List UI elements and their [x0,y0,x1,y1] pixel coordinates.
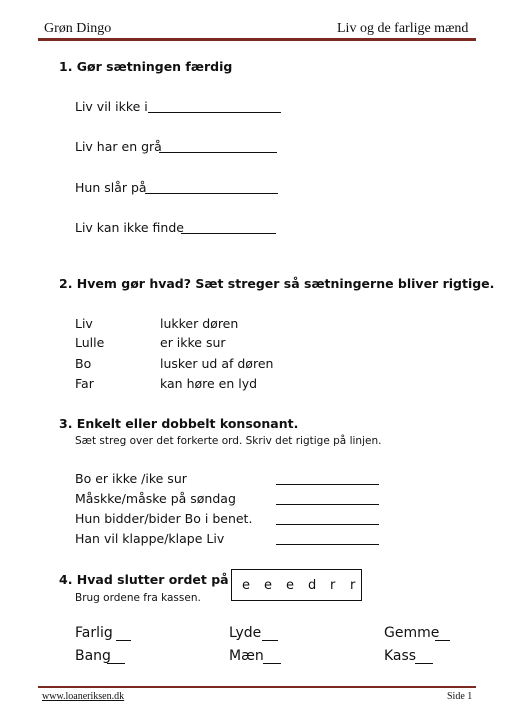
q1-item-3: Hun slår på [75,180,147,195]
q4-word-6-blank[interactable] [415,663,433,664]
q3-item-2: Måskke/måske på søndag [75,491,236,506]
q2-title: 2. Hvem gør hvad? Sæt streger så sætningerne bliver rigtige. [59,276,495,291]
q4-word-4-blank[interactable] [107,663,125,664]
q3-item-3: Hun bidder/bider Bo i benet. [75,511,253,526]
q1-answer-line-4[interactable] [181,233,276,234]
q2-right-1: lukker døren [160,316,239,331]
letter-box-letter-2: e [264,578,272,593]
q4-word-5: Mæn [229,648,264,664]
letter-box-letter-6: r [350,578,356,593]
letter-box-letter-5: r [330,578,336,593]
q2-left-3: Bo [75,356,92,371]
q4-word-4: Bang [75,648,111,664]
q1-answer-line-1[interactable] [148,112,281,113]
q4-instruction: Brug ordene fra kassen. [75,592,201,604]
q1-title: 1. Gør sætningen færdig [59,59,233,74]
q4-word-5-blank[interactable] [263,663,281,664]
q2-right-2: er ikke sur [160,335,226,350]
q1-answer-line-3[interactable] [145,193,278,194]
q3-item-1: Bo er ikke /ike sur [75,471,187,486]
page-number: Side 1 [447,691,473,702]
q2-left-2: Lulle [75,335,105,350]
letter-box [231,569,362,601]
q3-answer-line-4[interactable] [276,544,379,545]
q3-answer-line-3[interactable] [276,524,379,525]
header-left-title: Grøn Dingo [44,21,112,36]
q3-instruction: Sæt streg over det forkerte ord. Skriv det rigtige på linjen. [75,435,382,447]
q4-word-2-blank[interactable] [262,640,278,641]
q1-answer-line-2[interactable] [159,152,277,153]
q4-word-6: Kass [384,648,417,664]
q4-word-3-blank[interactable] [435,640,450,641]
letter-box-letter-3: e [286,578,294,593]
q4-word-3: Gemme [384,625,440,641]
letter-box-letter-4: d [308,578,317,593]
q3-item-4: Han vil klappe/klape Liv [75,531,225,546]
q4-title: 4. Hvad slutter ordet på [59,572,229,587]
q2-left-4: Far [75,376,94,391]
q2-right-3: lusker ud af døren [160,356,274,371]
letter-box-letter-1: e [242,578,250,593]
q4-word-1-blank[interactable] [116,640,131,641]
q3-answer-line-1[interactable] [276,484,379,485]
q4-word-1: Farlig [75,625,113,641]
footer-link[interactable]: www.loaneriksen.dk [42,691,125,702]
q4-word-2: Lyde [229,625,262,641]
footer-rule [38,686,476,688]
q2-right-4: kan høre en lyd [160,376,258,391]
header-rule [38,38,476,41]
q1-item-2: Liv har en grå [75,139,162,154]
q2-left-1: Liv [75,316,93,331]
q1-item-4: Liv kan ikke finde [75,220,184,235]
header-right-title: Liv og de farlige mænd [337,21,469,36]
q3-title: 3. Enkelt eller dobbelt konsonant. [59,416,299,431]
q1-item-1: Liv vil ikke i [75,99,148,114]
q3-answer-line-2[interactable] [276,504,379,505]
